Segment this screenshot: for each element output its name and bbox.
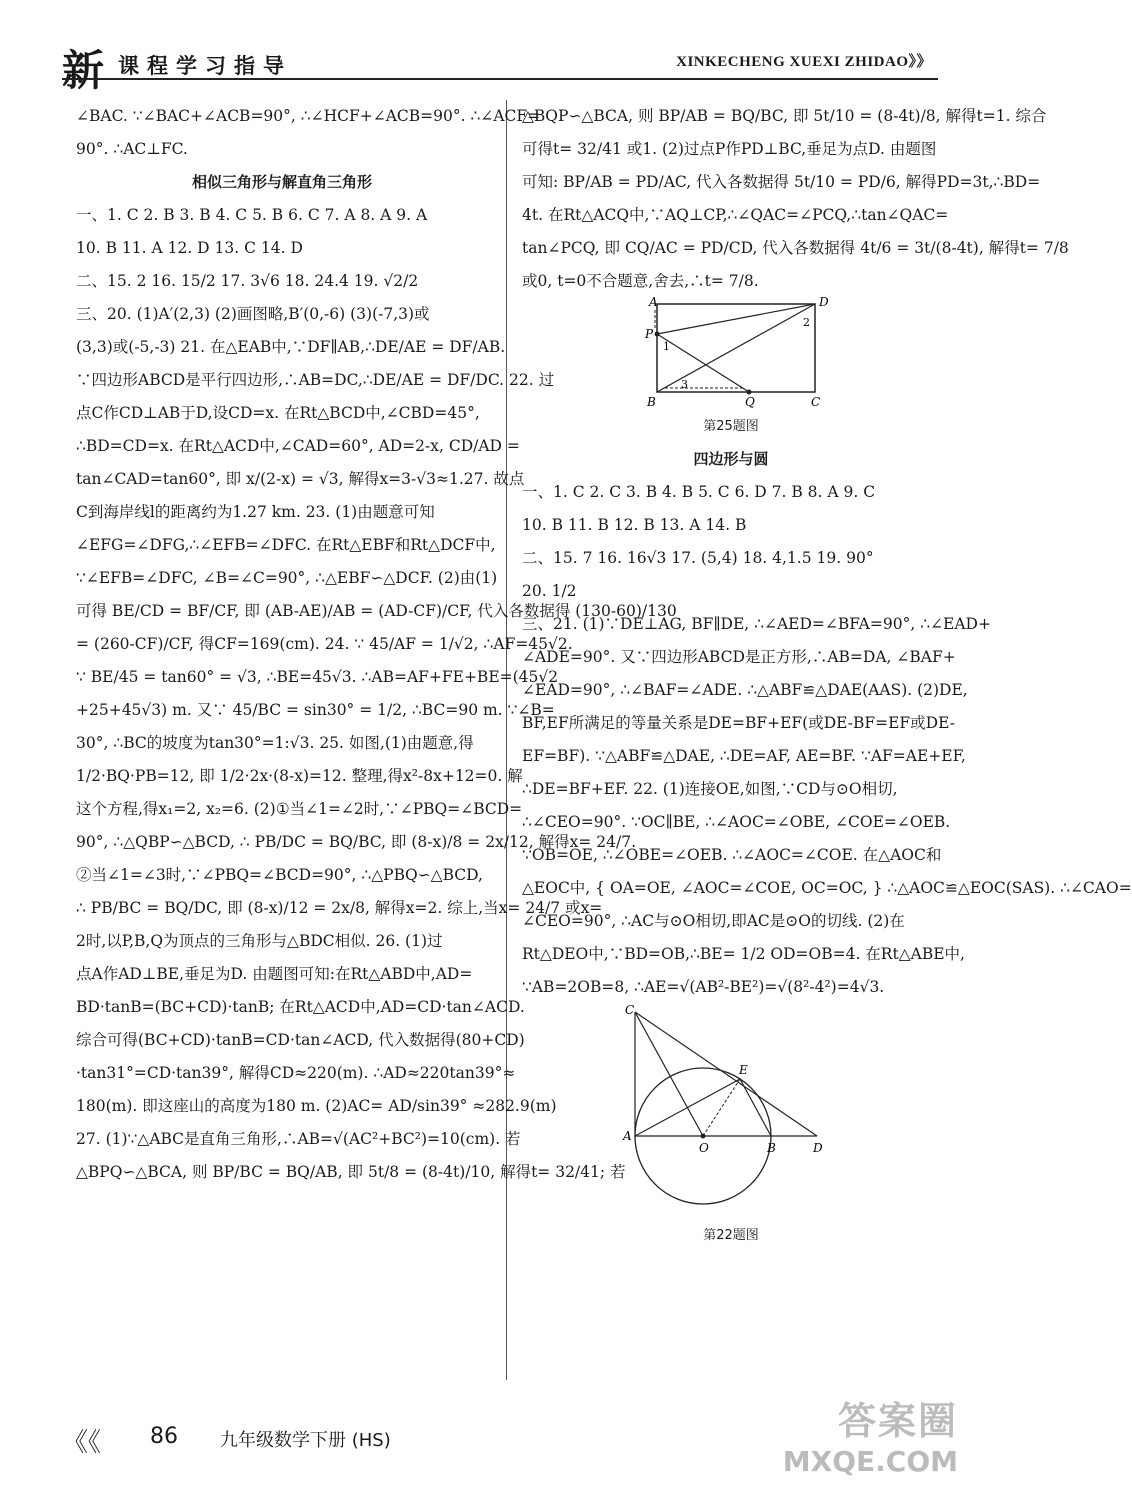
text-line: ∵ BE/45 = tan60° = √3, ∴BE=45√3. ∴AB=AF+FE+BE=(45√2 [76, 668, 559, 686]
text-line: ∠BAC. ∵∠BAC+∠ACB=90°, ∴∠HCF+∠ACB=90°. ∴∠ACF= [76, 107, 541, 125]
text-line: ∵∠EFB=∠DFC, ∠B=∠C=90°, ∴△EBF∽△DCF. (2)由(1) [76, 569, 498, 587]
page-number: 86 [150, 1424, 178, 1449]
text-line: 30°, ∴BC的坡度为tan30°=1:√3. 25. 如图,(1)由题意,得 [76, 734, 474, 752]
right-lines-intro [522, 100, 1069, 298]
text-line: 90°. ∴AC⊥FC. [76, 140, 188, 158]
text-line: tan∠PCQ, 即 CQ/AC = PD/CD, 代入各数据得 4t/6 = 3t/(8-4t), 解得t= 7/8 [522, 239, 1069, 257]
text-line: △BQP∽△BCA, 则 BP/AB = BQ/BC, 即 5t/10 = (8-4t)/8, 解得t=1. 综合 [522, 107, 1047, 125]
text-line: ∠EFG=∠DFG,∴∠EFB=∠DFC. 在Rt△EBF和Rt△DCF中, [76, 536, 496, 554]
text-line: 综合可得(BC+CD)·tanB=CD·tan∠ACD, 代入数据得(80+CD) [76, 1031, 525, 1049]
fig25-label-b: B [647, 395, 656, 409]
text-line: ·tan31°=CD·tan39°, 解得CD≈220(m). ∴AD≈220tan39°≈ [76, 1064, 516, 1082]
left-lines-intro [76, 100, 541, 166]
header-title: 课程学习指导 [118, 54, 292, 78]
watermark-line-2: MXQE.COM [782, 1445, 958, 1478]
fig22-label-e: E [739, 1063, 748, 1077]
text-line: ∠CEO=90°, ∴AC与⊙O相切,即AC是⊙O的切线. (2)在 [522, 912, 905, 930]
text-line: 2时,以P,B,Q为顶点的三角形与△BDC相似. 26. (1)过 [76, 932, 443, 950]
text-line: ∴ PB/BC = BQ/DC, 即 (8-x)/12 = 2x/8, 解得x=2. 综上,当x= 24/7 或x= [76, 899, 603, 917]
fig25-label-a: A [649, 295, 658, 309]
text-line: 1/2·BQ·PB=12, 即 1/2·2x·(8-x)=12. 整理,得x²-8x+12=0. 解 [76, 767, 523, 785]
fig25-line-pq [657, 334, 749, 392]
text-line: △BPQ∽△BCA, 则 BP/BC = BQ/AB, 即 5t/8 = (8-4t)/10, 解得t= 32/41; 若 [76, 1163, 626, 1181]
text-line: ∴DE=BF+EF. 22. (1)连接OE,如图,∵CD与⊙O相切, [522, 780, 898, 798]
fig22-line-oe [703, 1079, 740, 1136]
fig22-point-o [701, 1134, 706, 1139]
text-line: BF,EF所满足的等量关系是DE=BF+EF(或DE-BF=EF或DE- [522, 714, 955, 732]
figure-25-caption: 第25题图 [703, 419, 759, 434]
fig22-label-c: C [625, 1003, 635, 1017]
text-line: 点A作AD⊥BE,垂足为D. 由题图可知:在Rt△ABD中,AD= [76, 965, 473, 983]
text-line: C到海岸线l的距离约为1.27 km. 23. (1)由题意可知 [76, 503, 435, 521]
text-line: ∴∠CEO=90°. ∵OC∥BE, ∴∠AOC=∠OBE, ∠COE=∠OEB. [522, 813, 951, 831]
fig25-angle-3: 3 [681, 378, 688, 391]
header-logo-xin: 新 [62, 46, 105, 95]
text-line: 一、1. C 2. C 3. B 4. B 5. C 6. D 7. B 8. A 9. C [522, 483, 876, 501]
text-line: 可知: BP/AB = PD/AC, 代入各数据得 5t/10 = PD/6, 解得PD=3t,∴BD= [522, 173, 1041, 191]
fig25-line-pd [657, 304, 815, 334]
watermark [783, 1390, 958, 1478]
text-line: 20. 1/2 [522, 582, 577, 600]
fig22-label-b: B [767, 1141, 776, 1155]
figure-25-diagram [631, 295, 831, 410]
figure-22-diagram [621, 1004, 841, 1219]
text-line: ②当∠1=∠3时,∵∠PBQ=∠BCD=90°, ∴△PBQ∽△BCD, [76, 866, 483, 884]
right-column [522, 100, 1132, 1252]
text-line: ∴BD=CD=x. 在Rt△ACD中,∠CAD=60°, AD=2-x, CD/AD = [76, 437, 520, 455]
text-line: BD·tanB=(BC+CD)·tanB; 在Rt△ACD中,AD=CD·tan∠ACD. [76, 998, 525, 1016]
fig22-label-a: A [623, 1129, 632, 1143]
text-line: ∵四边形ABCD是平行四边形,∴AB=DC,∴DE/AE = DF/DC. 22. 过 [76, 371, 555, 389]
fig25-angle-2: 2 [803, 316, 810, 329]
figure-22-caption: 第22题图 [703, 1228, 759, 1243]
section-title-quadrilateral-circle: 四边形与圆 [693, 450, 769, 468]
fig25-label-p: P [645, 327, 654, 341]
fig25-label-c: C [811, 395, 821, 409]
fig25-point-p [655, 332, 660, 337]
text-line: +25+45√3) m. 又∵ 45/BC = sin30° = 1/2, ∴BC=90 m. ∵∠B= [76, 701, 555, 719]
section-title-similar-triangles: 相似三角形与解直角三角形 [191, 173, 372, 191]
column-divider [506, 100, 507, 1380]
header-rule [62, 78, 938, 80]
fig22-label-d: D [813, 1141, 823, 1155]
text-line: 二、15. 2 16. 15/2 17. 3√6 18. 24.4 19. √2/2 [76, 272, 419, 290]
text-line: ∠ADE=90°. 又∵四边形ABCD是正方形,∴AB=DA, ∠BAF+ [522, 648, 956, 666]
text-line: 27. (1)∵△ABC是直角三角形,∴AB=√(AC²+BC²)=10(cm). 若 [76, 1130, 521, 1148]
watermark-line-1: 答案圈 [837, 1399, 958, 1443]
fig22-line-cd [635, 1012, 817, 1136]
header-english-title: XINKECHENG XUEXI ZHIDAO》》 [676, 54, 932, 70]
text-line: 90°, ∴△QBP∽△BCD, ∴ PB/DC = BQ/BC, 即 (8-x)/8 = 2x/12, 解得x= 24/7. [76, 833, 637, 851]
text-line: 可得t= 32/41 或1. (2)过点P作PD⊥BC,垂足为点D. 由题图 [522, 140, 937, 158]
text-line: 这个方程,得x₁=2, x₂=6. (2)①当∠1=∠2时,∵∠PBQ=∠BCD= [76, 800, 523, 818]
fig25-angle-1: 1 [663, 340, 670, 353]
text-line: 二、15. 7 16. 16√3 17. (5,4) 18. 4,1.5 19. 90° [522, 549, 874, 567]
fig22-line-be [740, 1079, 771, 1136]
fig25-point-q [747, 390, 752, 395]
text-line: EF=BF). ∵△ABF≌△DAE, ∴DE=AF, AE=BF. ∵AF=AE+EF, [522, 747, 966, 765]
text-line: Rt△DEO中,∵BD=OB,∴BE= 1/2 OD=OB=4. 在Rt△ABE中, [522, 945, 965, 963]
text-line: 10. B 11. A 12. D 13. C 14. D [76, 239, 303, 257]
text-line: = (260-CF)/CF, 得CF=169(cm). 24. ∵ 45/AF = 1/√2, ∴AF=45√2. [76, 635, 573, 653]
fig25-label-d: D [819, 295, 829, 309]
text-line: 4t. 在Rt△ACQ中,∵AQ⊥CP,∴∠QAC=∠PCQ,∴tan∠QAC= [522, 206, 949, 224]
text-line: ∵OB=OE, ∴∠OBE=∠OEB. ∴∠AOC=∠COE. 在△AOC和 [522, 846, 942, 864]
text-line: 可得 BE/CD = BF/CF, 即 (AB-AE)/AB = (AD-CF)/CF, 代入各数据得 (130-60)/130 [76, 602, 677, 620]
text-line: △EOC中, { OA=OE, ∠AOC=∠COE, OC=OC, } ∴△AOC≌△EOC(SAS). ∴∠CAO= [522, 879, 1132, 897]
right-lines-answers [522, 476, 1132, 1004]
text-line: 一、1. C 2. B 3. B 4. C 5. B 6. C 7. A 8. A 9. A [76, 206, 428, 224]
footer-book-title: 九年级数学下册 (HS) [220, 1430, 391, 1451]
text-line: ∠EAD=90°, ∴∠BAF=∠ADE. ∴△ABF≌△DAE(AAS). (2)DE, [522, 681, 968, 699]
figure-25 [522, 295, 940, 443]
text-line: tan∠CAD=tan60°, 即 x/(2-x) = √3, 解得x=3-√3≈1.27. 故点 [76, 470, 525, 488]
text-line: 三、21. (1)∵DE⊥AG, BF∥DE, ∴∠AED=∠BFA=90°, ∴∠EAD+ [522, 615, 991, 633]
fig22-line-ae [635, 1079, 740, 1136]
text-line: 三、20. (1)A′(2,3) (2)画图略,B′(0,-6) (3)(-7,3)或 [76, 305, 430, 323]
footer-arrow-icon: 《《 [62, 1428, 102, 1458]
fig22-label-o: O [699, 1141, 709, 1155]
fig25-label-q: Q [745, 395, 755, 409]
figure-22 [522, 1004, 940, 1252]
text-line: (3,3)或(-5,-3) 21. 在△EAB中,∵DF∥AB,∴DE/AE = DF/AB. [76, 338, 506, 356]
text-line: 或0, t=0不合题意,舍去,∴t= 7/8. [522, 272, 759, 290]
text-line: 180(m). 即这座山的高度为180 m. (2)AC= AD/sin39° ≈282.9(m) [76, 1097, 557, 1115]
text-line: 点C作CD⊥AB于D,设CD=x. 在Rt△BCD中,∠CBD=45°, [76, 404, 480, 422]
text-line: 10. B 11. B 12. B 13. A 14. B [522, 516, 747, 534]
text-line: ∵AB=2OB=8, ∴AE=√(AB²-BE²)=√(8²-4²)=4√3. [522, 978, 885, 996]
